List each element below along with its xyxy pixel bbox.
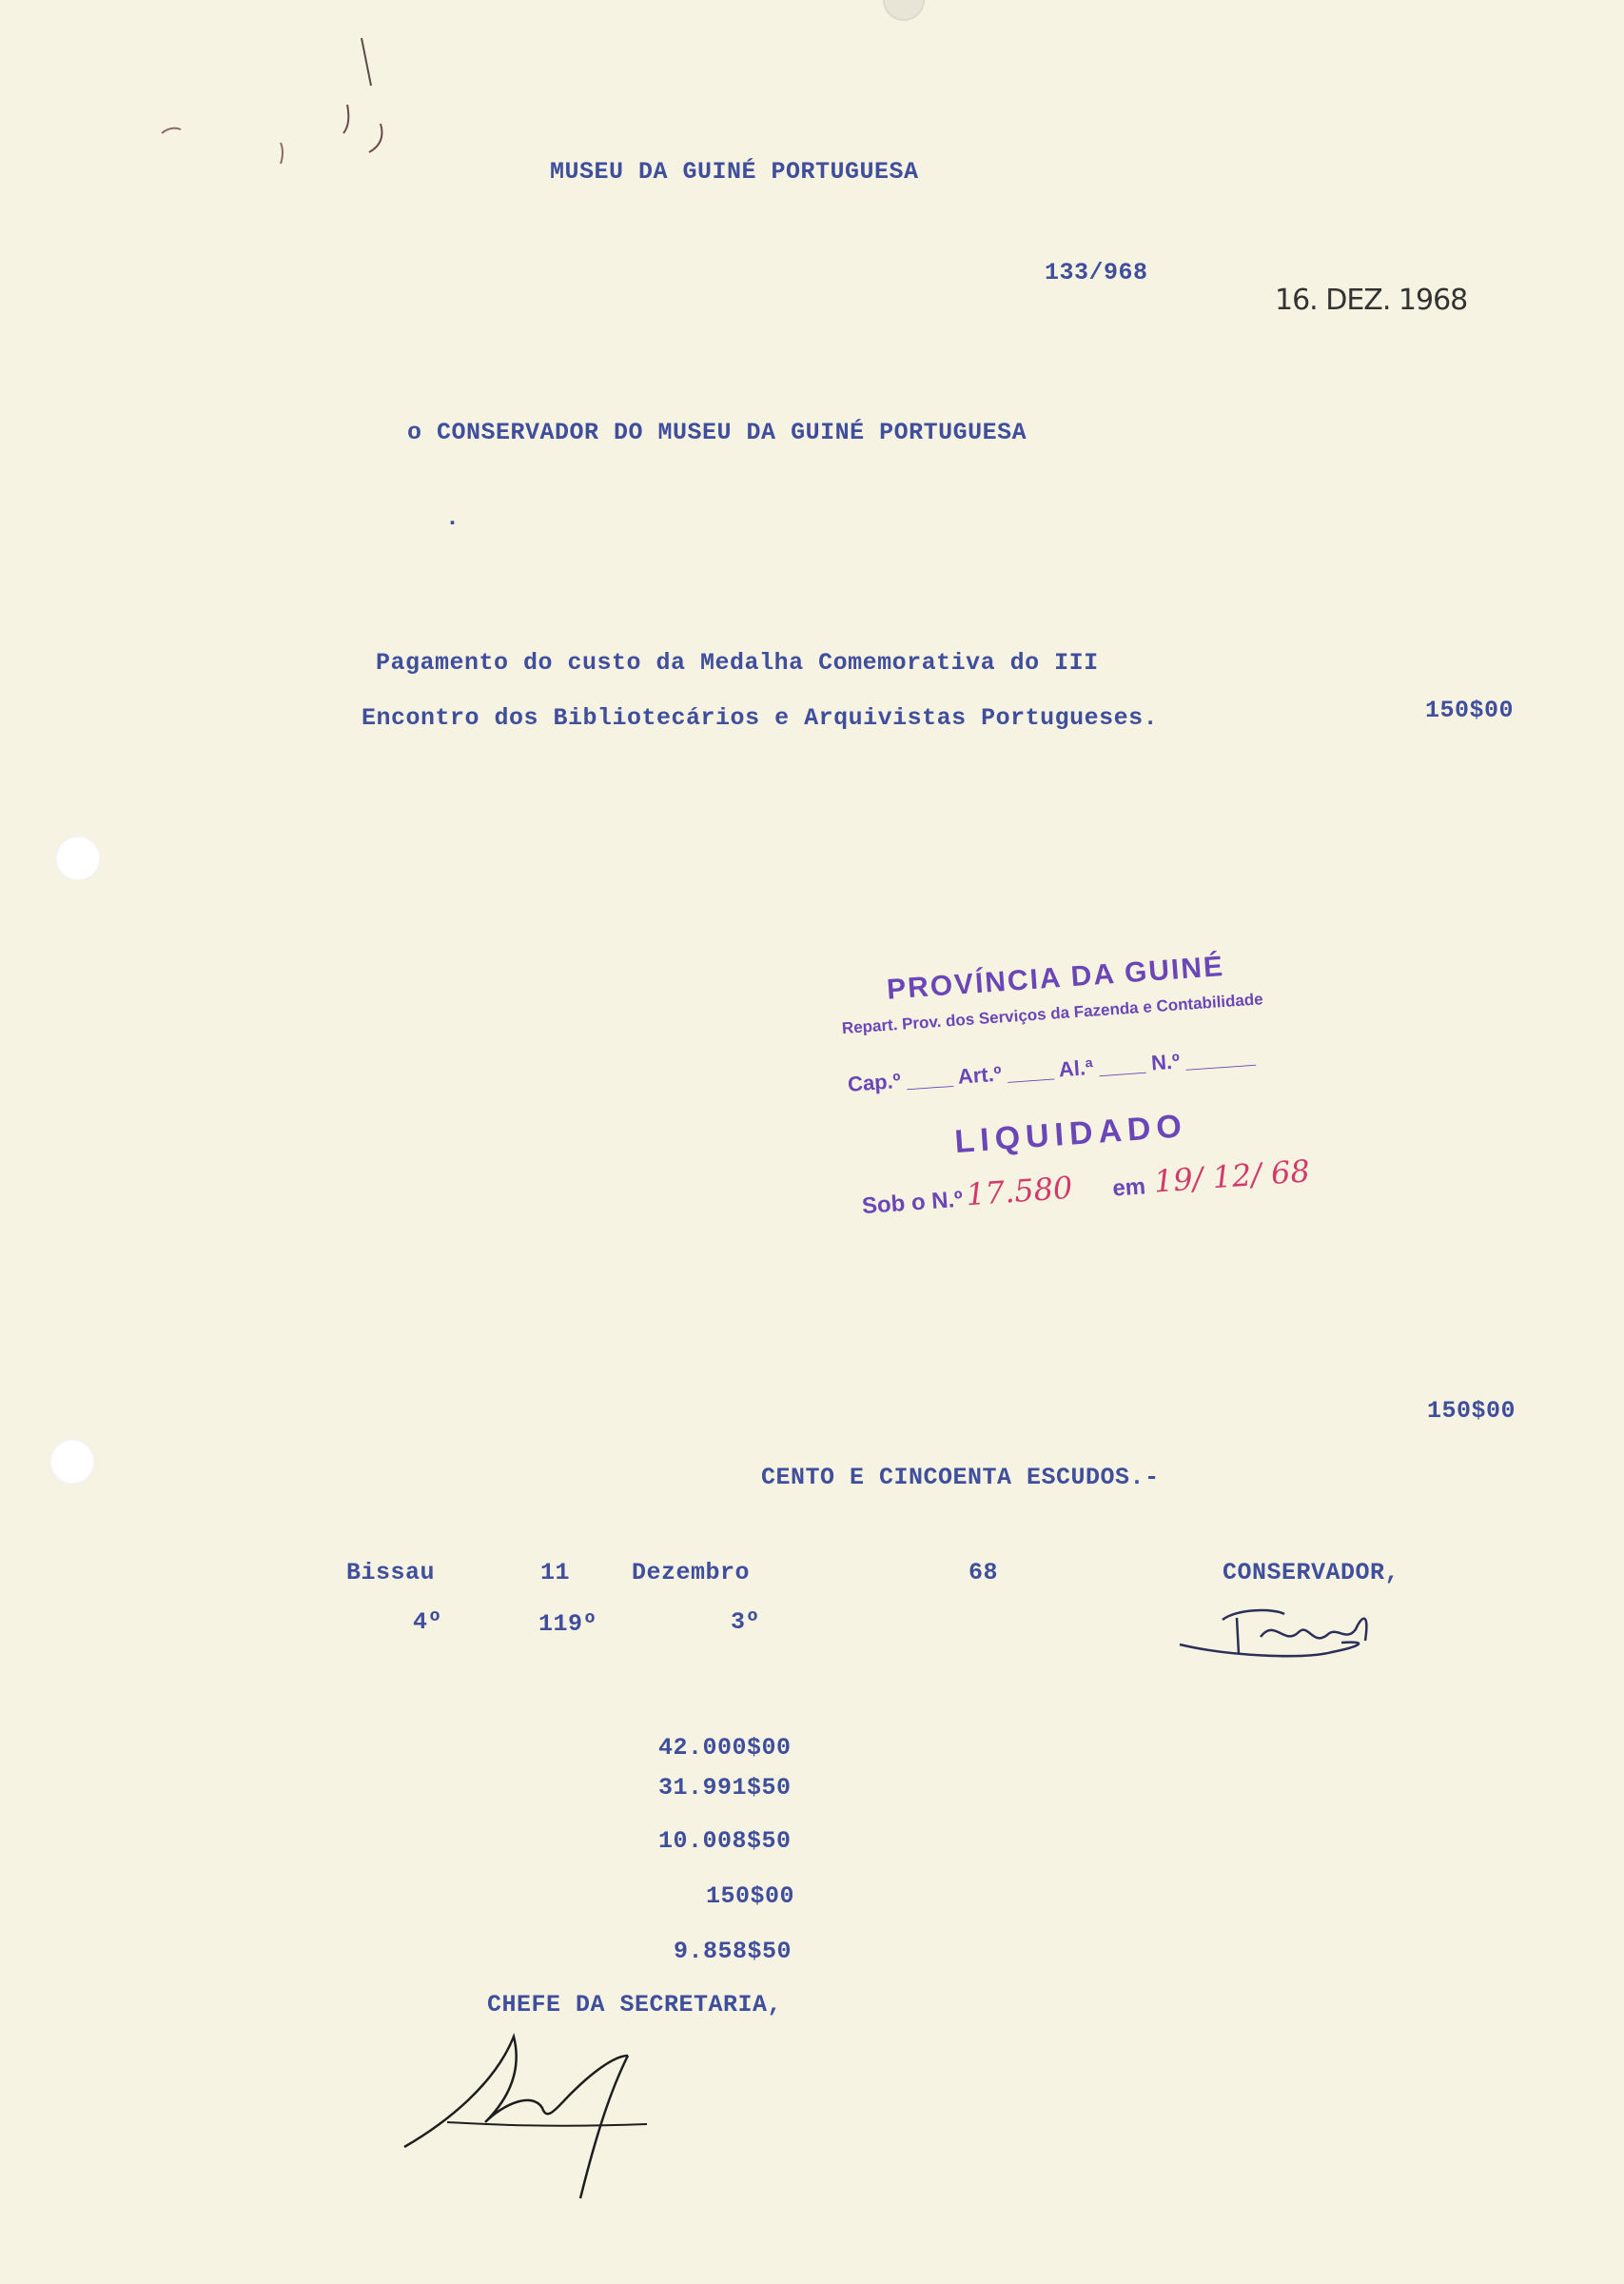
stray-dot: . — [445, 504, 460, 532]
stamp-register-label: Sob o N.º — [861, 1186, 964, 1220]
conservador-signature-icon — [1170, 1580, 1437, 1675]
stamp-title: PROVÍNCIA DA GUINÉ — [886, 950, 1226, 1006]
stamp-subtitle: Repart. Prov. dos Serviços da Fazenda e Contabilidade — [841, 990, 1264, 1038]
punch-hole-top — [55, 836, 101, 881]
punch-hole-bottom — [49, 1439, 95, 1485]
description-line-2: Encontro dos Bibliotecários e Arquivistas Portugueses. — [362, 704, 1159, 732]
institution-heading: MUSEU DA GUINÉ PORTUGUESA — [550, 158, 919, 186]
ink-marks-icon — [133, 19, 419, 171]
stamp-register-number: 17.580 — [965, 1169, 1074, 1213]
liquidation-stamp — [828, 927, 1343, 1274]
amount-in-words: CENTO E CINCOENTA ESCUDOS.- — [761, 1464, 1160, 1491]
description-amount: 150$00 — [1425, 697, 1515, 724]
description-line-1: Pagamento do custo da Medalha Comemorativa do III — [376, 649, 1099, 677]
place-year: 68 — [969, 1559, 999, 1586]
chefe-secretaria-title: CHEFE DA SECRETARIA, — [487, 1991, 783, 2018]
stamp-fields: Cap.º ____ Art.º ____ Al.ª ____ N.º ______ — [847, 1043, 1257, 1096]
code-3: 3º — [731, 1608, 761, 1636]
stamp-date-value: 19/ 12/ 68 — [1152, 1152, 1311, 1200]
stamp-status: LIQUIDADO — [953, 1108, 1189, 1161]
reference-number: 133/968 — [1045, 259, 1148, 286]
code-1: 4º — [413, 1608, 443, 1636]
ledger-value-1: 42.000$00 — [658, 1734, 792, 1762]
code-2: 119º — [538, 1610, 598, 1638]
place-day: 11 — [540, 1559, 571, 1586]
ledger-value-5: 9.858$50 — [674, 1938, 792, 1965]
ledger-value-4: 150$00 — [706, 1882, 795, 1910]
chefe-signature-icon — [390, 2018, 695, 2208]
ledger-value-3: 10.008$50 — [658, 1827, 792, 1855]
stamp-date-label: em — [1111, 1173, 1146, 1202]
ledger-value-2: 31.991$50 — [658, 1774, 792, 1802]
total-amount: 150$00 — [1427, 1397, 1516, 1425]
received-date-stamp: 16. DEZ. 1968 — [1275, 284, 1468, 317]
place-city: Bissau — [346, 1559, 436, 1586]
addressee-line: o CONSERVADOR DO MUSEU DA GUINÉ PORTUGUESA — [407, 419, 1027, 446]
punch-hole-edge — [883, 0, 925, 21]
conservador-title: CONSERVADOR, — [1223, 1559, 1400, 1586]
place-month: Dezembro — [632, 1559, 751, 1586]
